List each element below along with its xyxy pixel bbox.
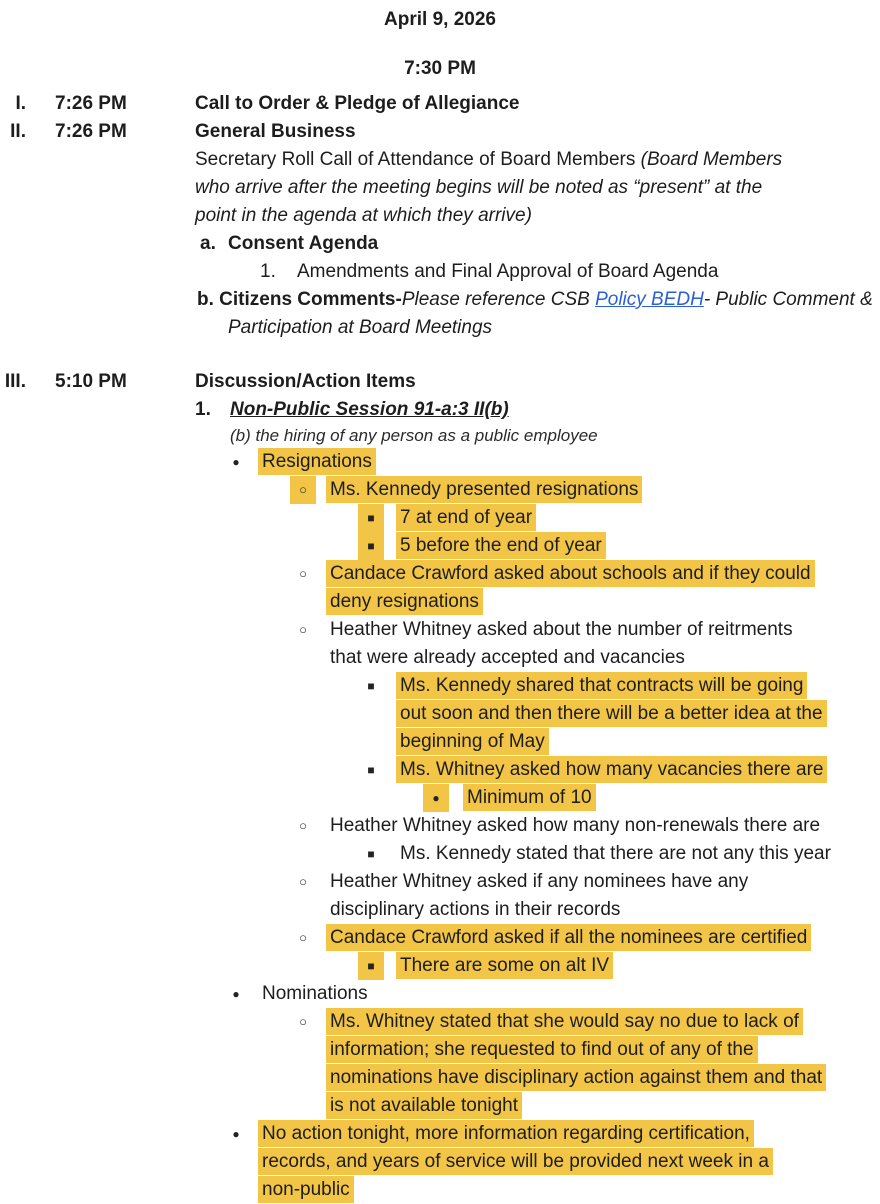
agenda-line xyxy=(195,1092,880,1120)
amendments-text: Amendments and Final Approval of Board Agenda xyxy=(297,261,719,282)
roman-numeral: I. xyxy=(15,93,26,114)
non-public-session-title: Non-Public Session 91-a:3 II(b) xyxy=(230,399,509,420)
roll-call-text: Secretary Roll Call of Attendance of Board Members xyxy=(195,149,641,170)
roll-call-line-1 xyxy=(195,146,880,174)
line-text: information; she requested to find out of any of the xyxy=(326,1036,758,1063)
line-text: Ms. Kennedy presented resignations xyxy=(326,476,642,503)
agenda-row-ii xyxy=(0,118,880,146)
list-marker-a: a. xyxy=(200,233,216,254)
citizens-comments-line-2: Participation at Board Meetings xyxy=(228,317,493,338)
item-time: 7:26 PM xyxy=(55,93,127,114)
line-text: Heather Whitney asked how many non-renewals there are xyxy=(330,815,821,836)
meeting-date: April 9, 2026 xyxy=(384,9,496,30)
agenda-line xyxy=(195,700,880,728)
roll-call-line-3: point in the agenda at which they arrive) xyxy=(195,205,532,226)
square-bullet-icon: ■ xyxy=(358,532,384,560)
discussion-action-section xyxy=(195,396,880,1204)
line-text: beginning of May xyxy=(396,728,549,755)
agenda-line xyxy=(195,980,880,1008)
non-public-session-line xyxy=(195,396,880,424)
line-text: 5 before the end of year xyxy=(396,532,606,559)
line-text: is not available tonight xyxy=(326,1092,522,1119)
agenda-line xyxy=(195,504,880,532)
agenda-line xyxy=(195,672,880,700)
agenda-row-i xyxy=(0,90,880,118)
citizens-comments-label: b. Citizens Comments- xyxy=(197,289,402,310)
line-text: that were already accepted and vacancies xyxy=(330,647,685,668)
general-business-section xyxy=(195,146,880,342)
agenda-line xyxy=(195,1120,880,1148)
circle-bullet-icon: ○ xyxy=(299,566,307,581)
amendments-line xyxy=(195,258,880,286)
square-bullet-icon: ■ xyxy=(367,847,375,861)
agenda-line xyxy=(195,448,880,476)
citizens-reference-suffix: - Public Comment & xyxy=(703,289,873,310)
line-text: out soon and then there will be a better idea at the xyxy=(396,700,827,727)
line-text: Ms. Whitney stated that she would say no due to lack of xyxy=(326,1008,803,1035)
item-title: Call to Order & Pledge of Allegiance xyxy=(195,93,520,114)
item-title: Discussion/Action Items xyxy=(195,371,416,392)
line-text: Candace Crawford asked about schools and if they could xyxy=(326,560,815,587)
agenda-line xyxy=(195,756,880,784)
line-text: Heather Whitney asked about the number of reitrments xyxy=(330,619,793,640)
disc-bullet-icon: ● xyxy=(423,784,449,812)
line-text: Resignations xyxy=(258,448,376,475)
square-bullet-icon: ■ xyxy=(367,763,375,777)
list-marker-1: 1. xyxy=(195,399,211,420)
list-marker-1: 1. xyxy=(260,261,276,282)
line-text: There are some on alt IV xyxy=(396,952,613,979)
circle-bullet-icon: ○ xyxy=(299,818,307,833)
line-text: Minimum of 10 xyxy=(463,784,596,811)
line-text: Ms. Kennedy stated that there are not any this year xyxy=(400,843,831,864)
circle-bullet-icon: ○ xyxy=(299,874,307,889)
roman-numeral: III. xyxy=(4,371,26,392)
line-text: Heather Whitney asked if any nominees have any xyxy=(330,871,749,892)
item-title: General Business xyxy=(195,121,356,142)
agenda-line xyxy=(195,644,880,672)
agenda-line xyxy=(195,812,880,840)
circle-bullet-icon: ○ xyxy=(299,930,307,945)
line-text: deny resignations xyxy=(326,588,483,615)
disc-bullet-icon: ● xyxy=(232,987,240,1001)
roman-numeral: II. xyxy=(10,121,26,142)
roll-call-note: (Board Members xyxy=(640,149,783,170)
citizens-reference-text: Please reference CSB xyxy=(401,289,596,310)
consent-agenda-title: Consent Agenda xyxy=(228,233,379,254)
item-time: 7:26 PM xyxy=(55,121,127,142)
meeting-start-time: 7:30 PM xyxy=(404,58,476,79)
square-bullet-icon: ■ xyxy=(367,679,375,693)
agenda-line xyxy=(195,784,880,812)
agenda-line xyxy=(195,588,880,616)
statute-note: (b) the hiring of any person as a public employee xyxy=(230,426,598,445)
agenda-line xyxy=(195,1036,880,1064)
disc-bullet-icon: ● xyxy=(232,1127,240,1141)
agenda-line xyxy=(195,560,880,588)
line-text: disciplinary actions in their records xyxy=(330,899,621,920)
line-text: Ms. Kennedy shared that contracts will be going xyxy=(396,672,807,699)
square-bullet-icon: ■ xyxy=(358,952,384,980)
agenda-line xyxy=(195,896,880,924)
agenda-line xyxy=(195,1008,880,1036)
circle-bullet-icon: ○ xyxy=(290,476,316,504)
consent-agenda-line xyxy=(195,230,880,258)
roll-call-line-2: who arrive after the meeting begins will be noted as “present” at the xyxy=(195,177,763,198)
agenda-line xyxy=(195,924,880,952)
agenda-line xyxy=(195,840,880,868)
agenda-line xyxy=(195,532,880,560)
line-text: non-public xyxy=(258,1176,354,1203)
circle-bullet-icon: ○ xyxy=(299,622,307,637)
line-text: nominations have disciplinary action against them and that xyxy=(326,1064,826,1091)
agenda-row-iii xyxy=(0,368,880,396)
agenda-line xyxy=(195,616,880,644)
agenda-line xyxy=(195,476,880,504)
agenda-line xyxy=(195,868,880,896)
square-bullet-icon: ■ xyxy=(358,504,384,532)
citizens-comments-line xyxy=(195,286,880,314)
policy-bedh-link[interactable]: Policy BEDH xyxy=(595,289,704,310)
agenda-line xyxy=(195,952,880,980)
line-text: 7 at end of year xyxy=(396,504,536,531)
agenda-line xyxy=(195,1176,880,1204)
agenda-line xyxy=(195,1064,880,1092)
agenda-line xyxy=(195,1148,880,1176)
circle-bullet-icon: ○ xyxy=(299,1014,307,1029)
line-text: Nominations xyxy=(262,983,368,1004)
line-text: Candace Crawford asked if all the nominees are certified xyxy=(326,924,811,951)
line-text: Ms. Whitney asked how many vacancies there are xyxy=(396,756,827,783)
item-time: 5:10 PM xyxy=(55,371,127,392)
agenda-line xyxy=(195,728,880,756)
disc-bullet-icon: ● xyxy=(232,455,240,469)
line-text: No action tonight, more information regarding certification, xyxy=(258,1120,754,1147)
line-text: records, and years of service will be provided next week in a xyxy=(258,1148,773,1175)
